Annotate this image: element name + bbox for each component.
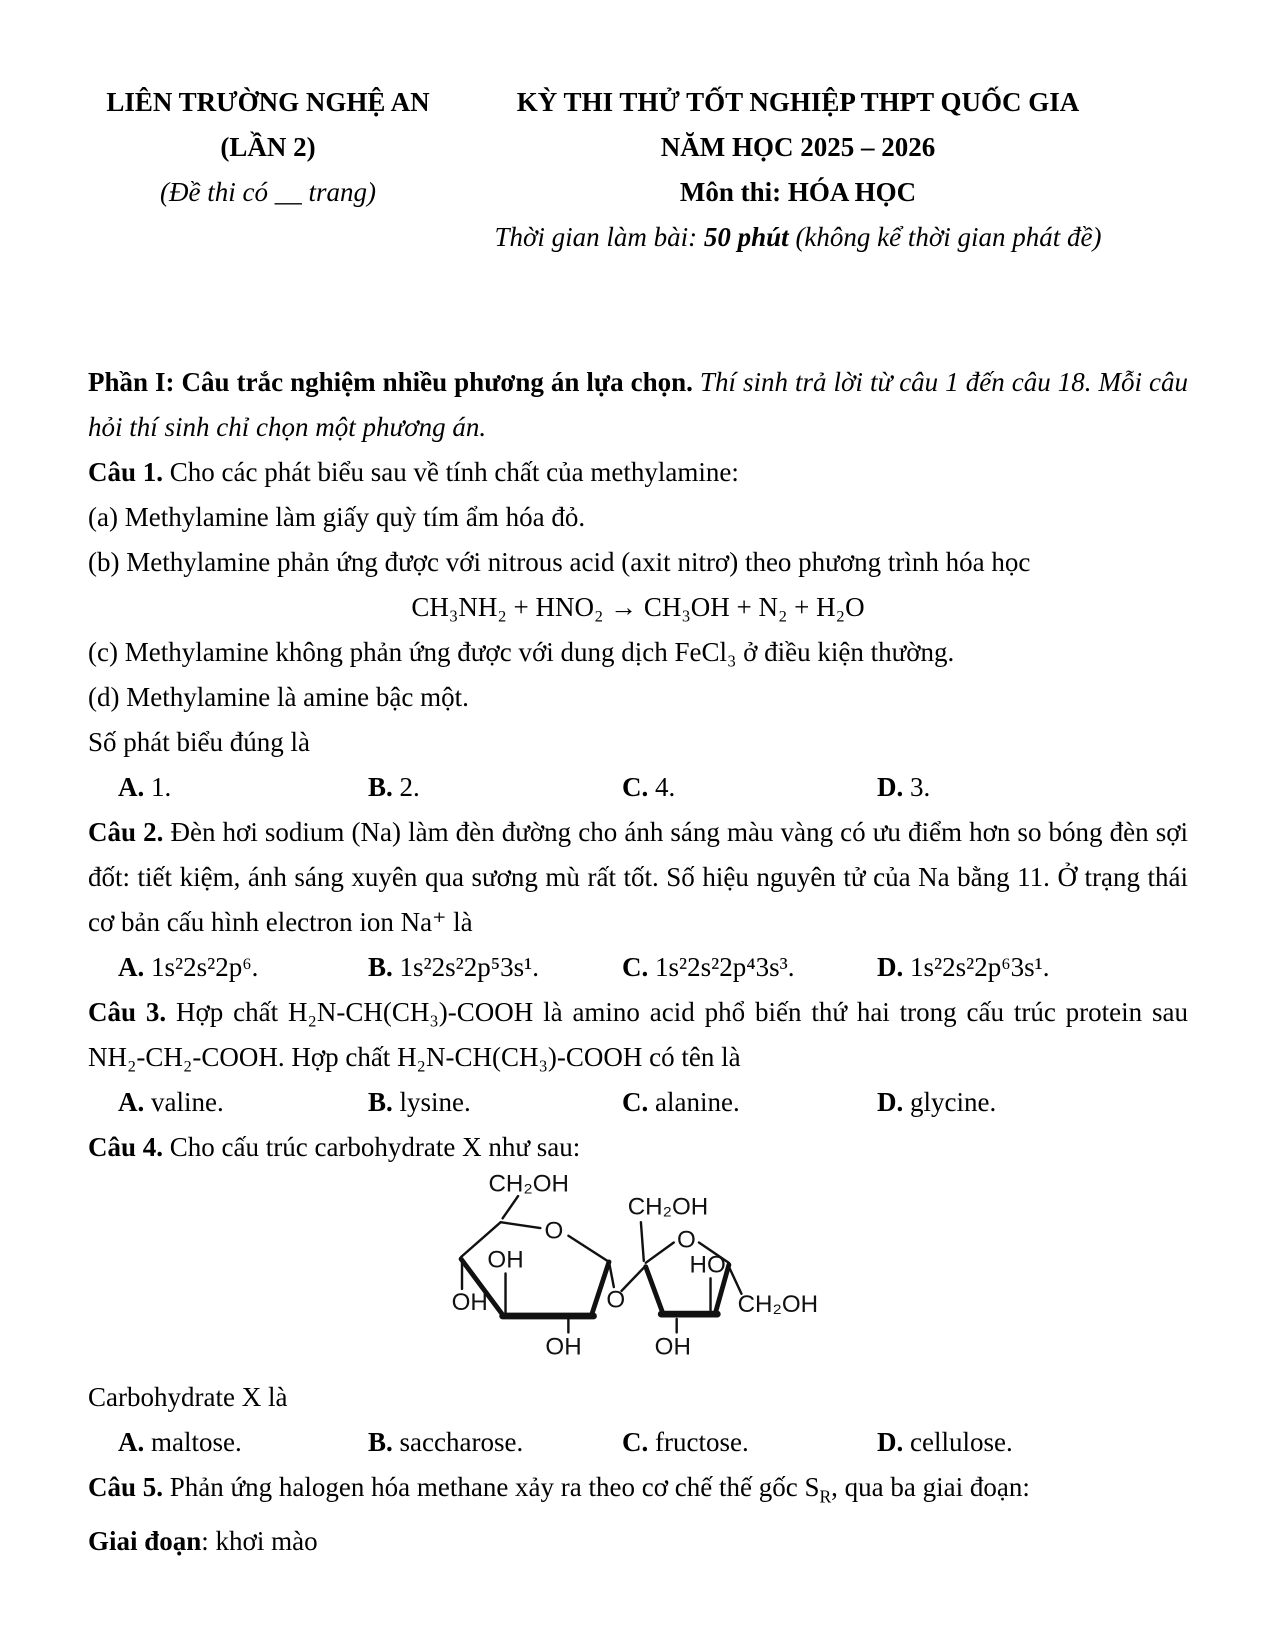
part1-heading-bold: Phần I: Câu trắc nghiệm nhiều phương án lựa chọn. <box>88 367 693 397</box>
question-2-stem <box>88 810 1188 945</box>
subject-line: Môn thi: HÓA HỌC <box>679 177 917 207</box>
option-text: maltose. <box>144 1427 242 1457</box>
question-1-text: Cho các phát biểu sau về tính chất của methylamine: <box>163 457 739 487</box>
question-3-label: Câu 3. <box>88 997 167 1027</box>
label-oh-far-left: OH <box>451 1289 488 1317</box>
school-name: LIÊN TRƯỜNG NGHỆ AN <box>106 87 430 117</box>
label-ho-inner-right: HO <box>689 1251 726 1279</box>
option-text: lysine. <box>392 1087 471 1117</box>
question-1-statement-d: (d) Methylamine là amine bậc một. <box>88 682 469 712</box>
header-left-block <box>88 80 448 260</box>
page-count-note: (Đề thi có __ trang) <box>160 177 376 207</box>
question-5-text-before: Phản ứng halogen hóa methane xảy ra theo cơ chế thế gốc S <box>163 1472 820 1502</box>
question-3-option-d <box>877 1080 1188 1125</box>
option-text: valine. <box>144 1087 224 1117</box>
question-1-statement-b: (b) Methylamine phản ứng được với nitrous acid (axit nitrơ) theo phương trình hóa học <box>88 547 1031 577</box>
label-glycosidic-o: O <box>606 1286 626 1314</box>
question-5-text-after: , qua ba giai đoạn: <box>831 1472 1030 1502</box>
exam-body <box>88 360 1188 1564</box>
question-1-option-a <box>118 765 368 810</box>
question-1-statement-a: (a) Methylamine làm giấy quỳ tím ẩm hóa đỏ. <box>88 502 586 532</box>
exam-header <box>88 80 1188 260</box>
question-1-equation: CH₃NH₂ + HNO₂ → CH₃OH + N₂ + H₂O <box>411 592 865 622</box>
question-2-text: Đèn hơi sodium (Na) làm đèn đường cho ánh sáng màu vàng có ưu điểm hơn so bóng đèn sợi đốt: tiết kiệm, ánh sáng xuyên qua sương mù rất tốt. Số hiệu nguyên tử của Na bằng 11. Ở trạng thái cơ bản cấu hình electron ion Na⁺ là <box>88 817 1189 937</box>
option-letter: D. <box>877 952 904 982</box>
option-letter: B. <box>368 952 393 982</box>
option-text: 2. <box>392 772 420 802</box>
question-4-label: Câu 4. <box>88 1132 164 1162</box>
option-text: 1s²2s²2p⁵3s¹. <box>392 952 539 982</box>
label-ch2oh-top-left: CH₂OH <box>488 1170 569 1198</box>
option-text: saccharose. <box>392 1427 524 1457</box>
question-1-option-c <box>622 765 877 810</box>
option-text: alanine. <box>648 1087 740 1117</box>
option-letter: B. <box>368 1087 393 1117</box>
question-5-stem <box>88 1465 1188 1519</box>
option-letter: B. <box>368 772 393 802</box>
label-ch2oh-bottom-right: CH₂OH <box>737 1291 819 1319</box>
exam-round: (LẦN 2) <box>220 132 316 162</box>
question-1-statement-c: (c) Methylamine không phản ứng được với dung dịch FeCl₃ ở điều kiện thường. <box>88 637 955 667</box>
duration-line <box>448 215 1148 260</box>
question-5-stage-line <box>88 1519 1188 1564</box>
option-text: 1s²2s²2p⁶. <box>144 952 259 982</box>
option-letter: D. <box>877 1087 904 1117</box>
option-text: cellulose. <box>903 1427 1013 1457</box>
option-letter: C. <box>622 952 649 982</box>
label-ring-o-left: O <box>544 1217 564 1245</box>
label-oh-below-right: OH <box>654 1333 691 1361</box>
option-letter: D. <box>877 772 904 802</box>
question-3-text: Hợp chất H₂N-CH(CH₃)-COOH là amino acid phổ biến thứ hai trong cấu trúc protein sau NH₂-CH₂-COOH. Hợp chất H₂N-CH(CH₃)-COOH có tên là <box>88 997 1188 1072</box>
question-4-closing: Carbohydrate X là <box>88 1382 288 1412</box>
option-text: glycine. <box>903 1087 997 1117</box>
part1-heading-italic: Thí sinh trả lời từ câu 1 đến câu 18. Mỗi câu hỏi thí sinh chỉ chọn một phương án. <box>88 367 1188 442</box>
question-4-option-d <box>877 1420 1188 1465</box>
option-letter: A. <box>118 1087 145 1117</box>
question-1-option-b <box>368 765 622 810</box>
question-1-label: Câu 1. <box>88 457 164 487</box>
option-letter: B. <box>368 1427 393 1457</box>
option-text: 1s²2s²2p⁶3s¹. <box>903 952 1050 982</box>
question-2-label: Câu 2. <box>88 817 164 847</box>
exam-title: KỲ THI THỬ TỐT NGHIỆP THPT QUỐC GIA <box>516 87 1080 117</box>
duration-prefix: Thời gian làm bài: <box>494 222 704 252</box>
option-text: fructose. <box>648 1427 749 1457</box>
question-1-stem <box>88 450 1188 495</box>
question-4-stem <box>88 1125 1188 1170</box>
option-text: 4. <box>648 772 676 802</box>
question-2-option-c <box>622 945 877 990</box>
question-3-option-b <box>368 1080 622 1125</box>
duration-value: 50 phút <box>703 222 789 252</box>
option-letter: C. <box>622 1427 649 1457</box>
label-ch2oh-top-right: CH₂OH <box>627 1193 709 1221</box>
question-1-options <box>88 765 1188 810</box>
option-letter: D. <box>877 1427 904 1457</box>
sucrose-structure-drawing <box>439 1170 837 1375</box>
stage-text: : khơi mào <box>201 1526 318 1557</box>
label-ring-o-right: O <box>676 1226 696 1254</box>
option-letter: C. <box>622 772 649 802</box>
question-2-option-a <box>118 945 368 990</box>
question-4-option-c <box>622 1420 877 1465</box>
duration-suffix: (không kể thời gian phát đề) <box>788 222 1102 252</box>
option-text: 1s²2s²2p⁴3s³. <box>648 952 795 982</box>
question-2-option-b <box>368 945 622 990</box>
question-4-text: Cho cấu trúc carbohydrate X như sau: <box>163 1132 581 1162</box>
question-4-option-b <box>368 1420 622 1465</box>
question-2-options <box>88 945 1188 990</box>
option-text: 3. <box>903 772 931 802</box>
question-3-option-c <box>622 1080 877 1125</box>
question-5-radical-subscript: R <box>819 1486 832 1507</box>
option-letter: C. <box>622 1087 649 1117</box>
question-5-label: Câu 5. <box>88 1472 164 1502</box>
option-text: 1. <box>144 772 172 802</box>
label-oh-inner-left: OH <box>487 1246 524 1274</box>
question-3-option-a <box>118 1080 368 1125</box>
option-letter: A. <box>118 1427 145 1457</box>
question-3-stem <box>88 990 1188 1080</box>
stage-label: Giai đoạn <box>88 1526 202 1557</box>
question-1-option-d <box>877 765 1188 810</box>
option-letter: A. <box>118 952 145 982</box>
question-3-options <box>88 1080 1188 1125</box>
header-right-block <box>448 80 1148 260</box>
option-letter: A. <box>118 772 145 802</box>
question-1-closing: Số phát biểu đúng là <box>88 727 310 757</box>
question-4-option-a <box>118 1420 368 1465</box>
part1-heading <box>88 360 1188 450</box>
label-oh-below-left: OH <box>545 1333 582 1361</box>
school-year: NĂM HỌC 2025 – 2026 <box>660 132 936 162</box>
question-2-option-d <box>877 945 1188 990</box>
carbohydrate-structure-figure <box>88 1170 1188 1375</box>
question-4-options <box>88 1420 1188 1465</box>
